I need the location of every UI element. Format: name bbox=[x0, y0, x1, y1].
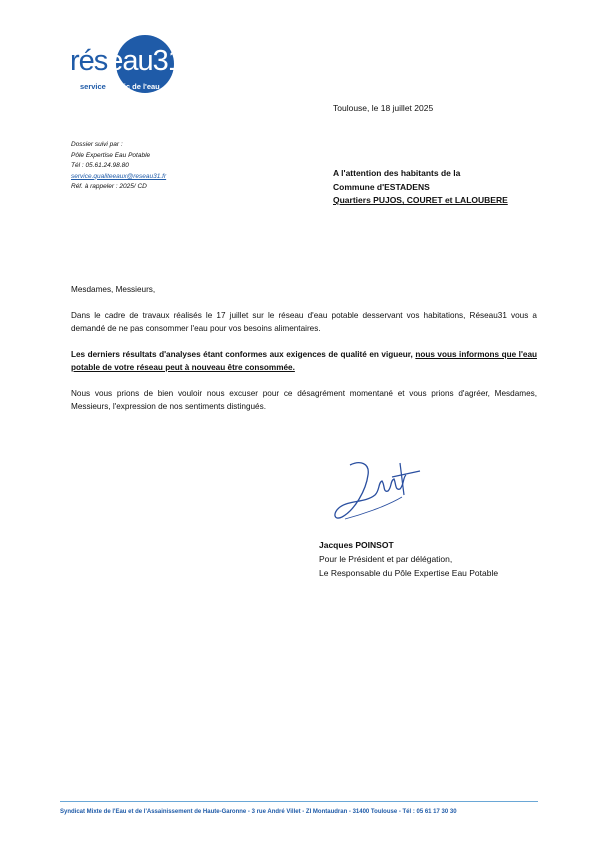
signatory-line-3: Le Responsable du Pôle Expertise Eau Potable bbox=[319, 568, 499, 578]
paragraph-2 bbox=[71, 349, 537, 374]
date-line: Toulouse, le 18 juillet 2025 bbox=[333, 103, 434, 113]
logo-wordmark-part2: eau31 bbox=[107, 45, 183, 77]
logo-tagline bbox=[80, 82, 160, 91]
signatory-name: Jacques POINSOT bbox=[319, 540, 394, 550]
recipient-line-2: Commune d'ESTADENS bbox=[333, 181, 430, 192]
logo-wordmark-part1: rés bbox=[70, 45, 108, 77]
logo-tagline-part2: public de l'eau bbox=[107, 82, 160, 91]
signature-image bbox=[330, 455, 425, 535]
reseau31-logo bbox=[70, 35, 190, 97]
dossier-block bbox=[71, 140, 271, 193]
logo-wordmark bbox=[70, 45, 183, 77]
signatory-line-2: Pour le Président et par délégation, bbox=[319, 554, 453, 564]
paragraph-2-part-2: nous vous informons que l'eau potable de votre réseau peut à nouveau être consommée. bbox=[71, 350, 537, 372]
dossier-phone: Tél : 05.61.24.98.80 bbox=[71, 162, 129, 169]
paragraph-1: Dans le cadre de travaux réalisés le 17 juillet sur le réseau d'eau potable desservant vos habitations, Réseau31 vous a demandé de ne pas consommer l'eau pour vos besoins alimentaires. bbox=[71, 311, 537, 333]
dossier-line-2: Pôle Expertise Eau Potable bbox=[71, 151, 151, 159]
salutation: Mesdames, Messieurs, bbox=[71, 285, 156, 294]
recipient-block bbox=[333, 167, 508, 208]
dossier-reference: Réf. à rappeler : 2025/ CD bbox=[71, 183, 147, 190]
footer-rule bbox=[60, 801, 538, 802]
dossier-line-1: Dossier suivi par : bbox=[71, 141, 123, 148]
recipient-line-3: Quartiers PUJOS, COURET et LALOUBERE bbox=[333, 195, 508, 205]
logo-tagline-part1: service bbox=[80, 82, 108, 91]
recipient-line-1: A l'attention des habitants de la bbox=[333, 168, 461, 178]
paragraph-2-part-1: Les derniers résultats d'analyses étant conformes aux exigences de qualité en vigueur, bbox=[71, 350, 416, 359]
footer-address: Syndicat Mixte de l'Eau et de l'Assainissement de Haute-Garonne - 3 rue André Villet - ZI Montaudran - 31400 Toulouse - Tél : 05 61 17 30 30 bbox=[60, 809, 457, 815]
signatory-block bbox=[319, 538, 498, 580]
dossier-email-link[interactable]: service.qualiteeaux@reseau31.fr bbox=[71, 172, 167, 180]
paragraph-3: Nous vous prions de bien vouloir nous excuser pour ce désagrément momentané et vous prions d'agréer, Mesdames, Messieurs, l'expression de nos sentiments distingués. bbox=[71, 389, 537, 411]
